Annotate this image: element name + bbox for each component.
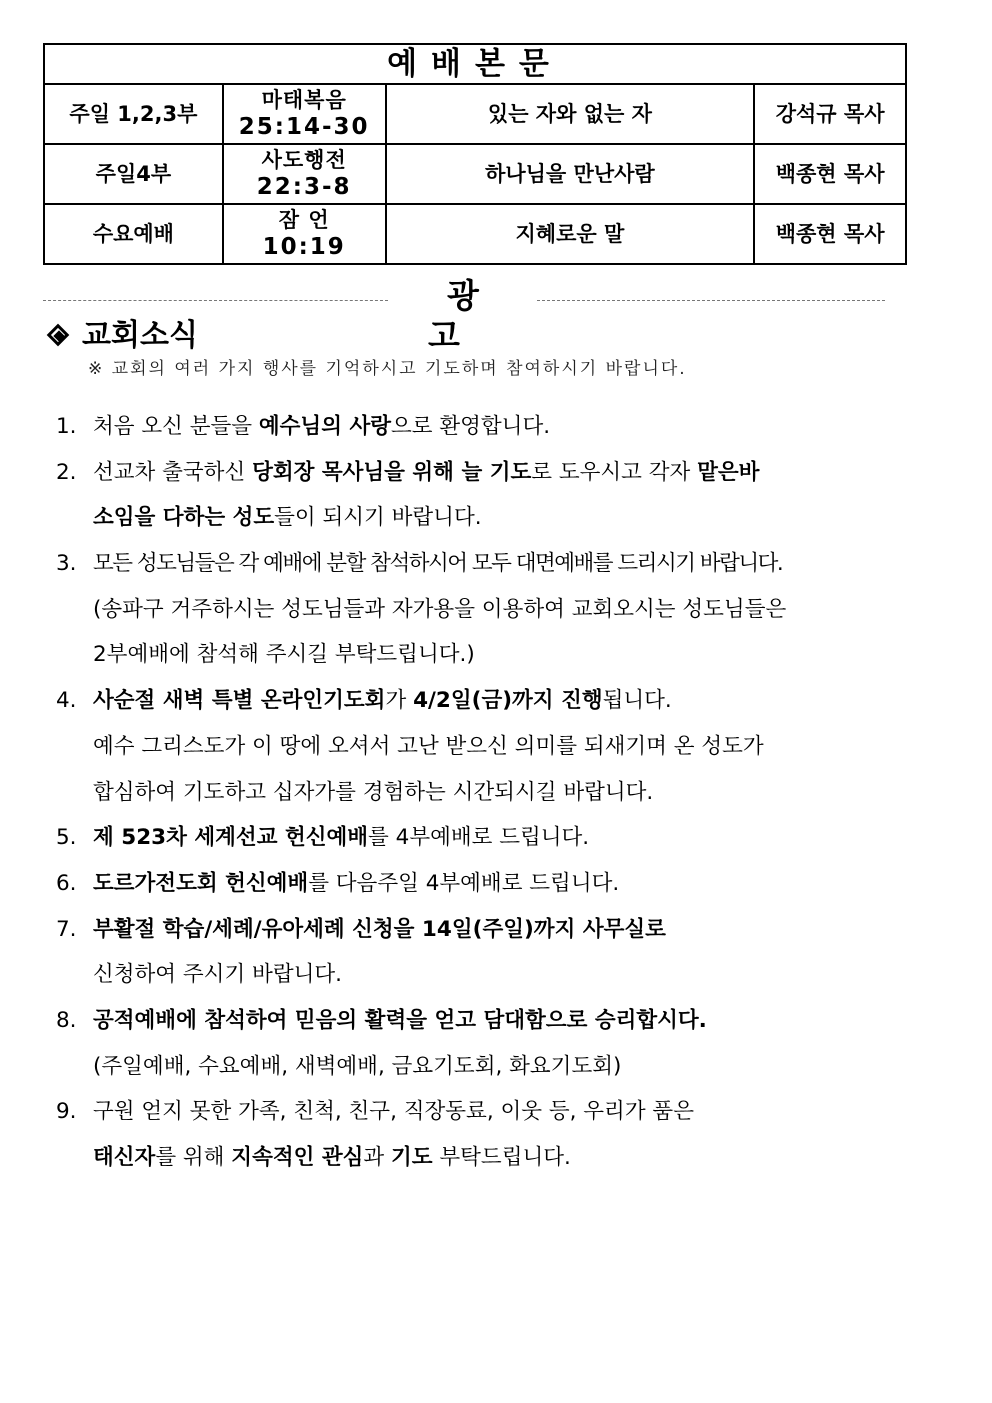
sermon-title: 하나님을 만난사람: [386, 144, 755, 204]
scripture-reference: 25:14-30: [238, 114, 370, 140]
item-text: 를 다음주일 4부예배로 드립니다.: [308, 870, 620, 896]
list-item: [56, 815, 856, 861]
service-name: 주일4부: [44, 144, 223, 204]
list-item-continuation: [56, 1135, 856, 1181]
diamond-bullet-icon: [46, 323, 72, 349]
item-number: 1.: [56, 414, 77, 439]
item-number: 3.: [56, 551, 77, 577]
item-emphasis: 맡은바: [697, 459, 760, 485]
scripture-passage: [223, 204, 386, 264]
item-number: 8.: [56, 1007, 77, 1033]
item-text: 예수 그리스도가 이 땅에 오셔서 고난 받으신 의미를 되새기며 온 성도가: [93, 733, 764, 759]
item-number: 2.: [56, 459, 77, 485]
item-number: 7.: [56, 916, 77, 942]
dashed-rule-left: [43, 300, 388, 301]
item-text: 신청하여 주시기 바랍니다.: [93, 962, 342, 988]
item-text: 를 4부예배로 드립니다.: [368, 825, 590, 851]
list-item-continuation: [56, 952, 856, 998]
item-emphasis: 도르가전도회 헌신예배: [93, 870, 309, 896]
list-item: [56, 1089, 856, 1135]
item-number: 9.: [56, 1099, 77, 1125]
scripture-book: 사도행전: [261, 148, 347, 172]
list-item-continuation: [56, 587, 856, 633]
sermon-title: 있는 자와 없는 자: [386, 84, 755, 144]
item-number: 6.: [56, 870, 77, 896]
item-emphasis: 예수님의 사랑: [258, 414, 391, 439]
item-emphasis: 기도: [391, 1145, 433, 1170]
table-row: [44, 144, 906, 204]
scripture-book: 마태복음: [261, 88, 347, 112]
preacher-name: 백종현 목사: [754, 144, 906, 204]
announcements-title: 광고: [428, 276, 517, 355]
service-name: 주일 1,2,3부: [44, 84, 223, 144]
preacher-name: 백종현 목사: [754, 204, 906, 264]
scripture-passage: [223, 144, 386, 204]
item-emphasis: 공적예배에 참석하여 믿음의 활력을 얻고 담대함으로 승리합시다.: [93, 1007, 707, 1033]
item-emphasis: 4/2일(금)까지 진행: [413, 688, 603, 714]
item-emphasis: 제 523차 세계선교 헌신예배: [93, 825, 369, 851]
list-item-continuation: [56, 495, 856, 541]
list-item-continuation: [56, 724, 856, 770]
list-item: [56, 861, 856, 907]
service-name: 수요예배: [44, 204, 223, 264]
list-item: [56, 450, 856, 496]
church-news-heading: [46, 316, 198, 356]
list-item: [56, 678, 856, 724]
list-item: [56, 998, 856, 1044]
item-text: (송파구 거주하시는 성도님들과 자가용을 이용하여 교회오시는 성도님들은: [93, 596, 787, 622]
item-emphasis: 부활절 학습/세례/유아세례 신청을 14일(주일)까지 사무실로: [93, 916, 666, 942]
dashed-rule-right: [537, 300, 885, 301]
item-text: 2부예배에 참석해 주시길 부탁드립니다.): [93, 642, 475, 668]
church-news-title: 교회소식: [82, 318, 198, 353]
item-number: 4.: [56, 688, 77, 714]
item-text: 과: [363, 1145, 392, 1170]
announcement-list: [56, 404, 856, 1181]
worship-text-table: [43, 43, 907, 265]
item-emphasis: 태신자: [93, 1145, 156, 1170]
item-emphasis: 당회장 목사님을 위해 늘 기도: [252, 459, 532, 485]
item-emphasis: 소임을 다하는 성도: [93, 505, 275, 531]
worship-table-title: 예배본문: [44, 44, 906, 84]
item-text: 모든 성도님들은 각 예배에 분할 참석하시어 모두 대면예배를 드리시기 바랍니다.: [93, 551, 783, 577]
list-item-continuation: [56, 632, 856, 678]
item-text: 구원 얻지 못한 가족, 친척, 친구, 직장동료, 이웃 등, 우리가 품은: [93, 1099, 694, 1125]
list-item-continuation: [56, 770, 856, 816]
item-text: 부탁드립니다.: [432, 1145, 571, 1170]
scripture-reference: 10:19: [262, 234, 346, 260]
item-text: 됩니다.: [602, 688, 672, 714]
item-text: 처음 오신 분들을: [93, 414, 259, 439]
scripture-book: 잠 언: [278, 208, 330, 232]
item-text: 으로 환영합니다.: [391, 414, 551, 439]
item-text: 를 위해: [155, 1145, 232, 1170]
item-text: 선교차 출국하신: [93, 459, 253, 485]
list-item: [56, 907, 856, 953]
table-row: [44, 204, 906, 264]
item-text: 로 도우시고 각자: [531, 459, 698, 485]
item-emphasis: 지속적인 관심: [231, 1145, 364, 1170]
item-text: 합심하여 기도하고 십자가를 경험하는 시간되시길 바랍니다.: [93, 779, 654, 805]
item-text: (주일예배, 수요예배, 새벽예배, 금요기도회, 화요기도회): [93, 1053, 622, 1079]
list-item: [56, 541, 856, 587]
scripture-reference: 22:3-8: [256, 174, 352, 200]
scripture-passage: [223, 84, 386, 144]
list-item-continuation: [56, 1044, 856, 1090]
table-row: [44, 84, 906, 144]
preacher-name: 강석규 목사: [754, 84, 906, 144]
church-news-note: ※ 교회의 여러 가지 행사를 기억하시고 기도하며 참여하시기 바랍니다.: [88, 359, 687, 379]
sermon-title: 지혜로운 말: [386, 204, 755, 264]
list-item: [56, 404, 856, 450]
item-text: 가: [385, 688, 414, 714]
item-text: 들이 되시기 바랍니다.: [274, 505, 482, 531]
item-emphasis: 사순절 새벽 특별 온라인기도회: [93, 688, 386, 714]
item-number: 5.: [56, 825, 77, 851]
